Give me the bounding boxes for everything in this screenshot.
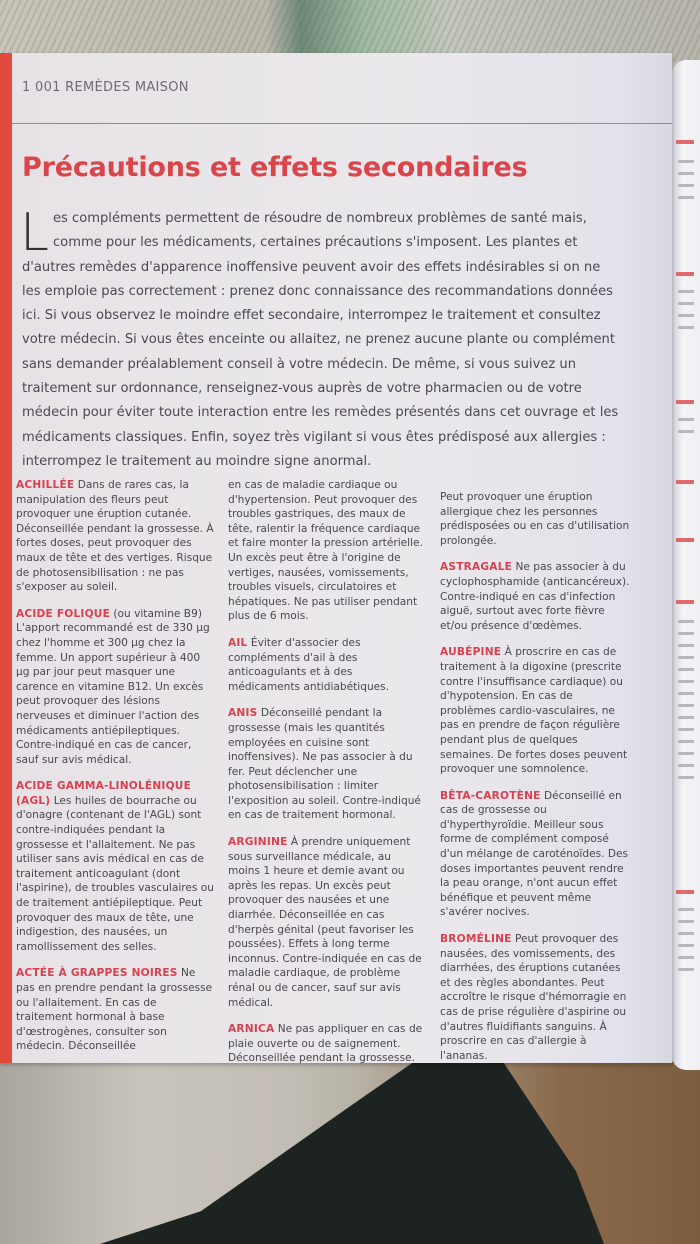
entry-text: Dans de rares cas, la manipulation des fleurs peut provoquer une éruption cutanée. Déconseillée pendant la grossesse. À fortes doses, peut provoquer des maux de tête et des vertiges. Risque de photosensibilisation : ne pas s'exposer au soleil.	[16, 479, 214, 594]
entry-continuation	[440, 490, 630, 548]
entry-term: ARGININE	[228, 836, 288, 849]
entry-continuation	[228, 478, 424, 624]
entry-text: Peut provoquer des nausées, des vomissements, des diarrhées, des éruptions cutanées et des règles abondantes. Peut accroître le risque d'hémorragie en cas de prise régulière d'aspirine ou d'autres fluidifiants sanguins. À proscrire en cas d'allergie à l'ananas.	[440, 933, 627, 1062]
entry-bromeline	[440, 932, 630, 1063]
column-3	[440, 490, 630, 1075]
entry-arginine	[228, 835, 424, 1010]
entry-actee-a-grappes-noires	[16, 966, 214, 1054]
entry-term: AIL	[228, 636, 248, 649]
entry-term: BROMÉLINE	[440, 933, 512, 946]
column-2	[228, 478, 424, 1078]
entry-text: Ne pas associer à du cyclophosphamide (anticancéreux). Contre-indiqué en cas d'infection aiguë, surtout avec forte fièvre et/ou présence d'œdèmes.	[440, 561, 630, 632]
entry-term: ARNICA	[228, 1023, 275, 1036]
entry-text: Ne pas appliquer en cas de plaie ouverte ou de saignement. Déconseillée pendant la grossesse.	[228, 1023, 423, 1065]
entry-arnica	[228, 1022, 424, 1066]
entry-aubepine	[440, 645, 630, 776]
entry-text: L'apport recommandé est de 330 µg chez l'homme et 300 µg chez la femme. Un apport supérieur à 400 µg par jour peut masquer une carence en vitamine B12. Un excès peut provoquer des lésions nerveuses et diminuer l'action des médicaments antiépileptiques. Contre-indiqué en cas de cancer, sauf sur avis médical.	[16, 622, 210, 766]
entry-term: AUBÉPINE	[440, 646, 502, 659]
entry-achillee	[16, 478, 214, 595]
entry-aside: (ou vitamine B9)	[113, 607, 202, 620]
facing-page-edge	[672, 60, 700, 1070]
entry-text: Peut provoquer une éruption allergique chez les personnes prédisposées ou en cas d'utilisation prolongée.	[440, 491, 630, 547]
entry-term: ASTRAGALE	[440, 561, 513, 574]
intro-text: es compléments permettent de résoudre de nombreux problèmes de santé mais, comme pour les médicaments, certaines précautions s'imposent. Les plantes et d'autres remèdes d'apparence inoffensive peuvent avoir des effets indésirables si on ne les emploie pas correctement : prenez donc connaissance des recommandations données ici. Si vous observez le moindre effet secondaire, interrompez le traitement et consultez votre médecin. Si vous êtes enceinte ou allaitez, ne prenez aucune plante ou complément sans demander préalablement conseil à votre médecin. De même, si vous suivez un traitement sur ordonnance, renseignez-vous auprès de votre pharmacien ou de votre médecin pour éviter toute interaction entre les remèdes présentés dans cet ouvrage et les médicaments classiques. Enfin, soyez très vigilant si vous êtes prédisposé aux allergies : interrompez le traitement au moindre signe anormal.	[22, 211, 619, 469]
entry-ail	[228, 636, 424, 694]
entry-beta-carotene	[440, 789, 630, 920]
entry-term: ANIS	[228, 707, 258, 720]
entry-acide-folique	[16, 607, 214, 768]
header-rule	[12, 123, 672, 124]
entry-text: Déconseillé en cas de grossesse ou d'hyperthyroïdie. Meilleur sous forme de complément composé d'un mélange de caroténoïdes. Des doses importantes peuvent rendre la peau orange, n'ont aucun effet bénéfique et peuvent même s'avérer nocives.	[440, 789, 629, 919]
entry-text: À prendre uniquement sous surveillance médicale, au moins 1 heure et demie avant ou après les repas. Un excès peut provoquer des nausées et une diarrhée. Déconseillée en cas d'herpès génital (peut favoriser les poussées). Effets à long terme inconnus. Contre-indiquée en cas de maladie cardiaque, de problème rénal ou de cancer, sauf sur avis médical.	[228, 836, 422, 1009]
entry-text: À proscrire en cas de traitement à la digoxine (prescrite contre l'insuffisance cardiaque) ou d'hypotension. En cas de problèmes cardio-vasculaires, ne pas en prendre de façon régulière pendant plus de quelques semaines. De fortes doses peuvent provoquer une somnolence.	[440, 646, 628, 776]
page-red-margin	[0, 53, 12, 1063]
entry-text: Déconseillé pendant la grossesse (mais les quantités employées en cuisine sont inoffensives). Ne pas associer à du fer. Peut déclencher une photosensibilisation : limiter l'exposition au soleil. Contre-indiqué en cas de traitement hormonal.	[228, 707, 421, 822]
entry-text: Éviter d'associer des compléments d'ail à des anticoagulants et à des médicaments antidiabétiques.	[228, 636, 390, 693]
entry-term: ACHILLÉE	[16, 479, 75, 491]
drop-cap: L	[20, 203, 49, 263]
entry-text: Les huiles de bourrache ou d'onagre (contenant de l'AGL) sont contre-indiquées pendant la grossesse et l'allaitement. Ne pas utiliser sans avis médical en cas de traitement anticoagulant (dont l'aspirine), de troubles vasculaires ou de traitement antiépileptique. Peut provoquer des maux de tête, une indigestion, des nausées, un ramollissement des selles.	[16, 794, 215, 953]
intro-paragraph	[20, 203, 622, 474]
page-title: Précautions et effets secondaires	[22, 152, 528, 183]
entry-anis	[228, 706, 424, 823]
entry-text: en cas de maladie cardiaque ou d'hypertension. Peut provoquer des troubles gastriques, des maux de tête, ralentir la fréquence cardiaque et faire monter la pression artérielle. Un excès peut être à l'origine de vertiges, nausées, vomissements, troubles visuels, circulatoires et hépatiques. Ne pas utiliser pendant plus de 6 mois.	[228, 479, 423, 623]
entry-term: ACTÉE À GRAPPES NOIRES	[16, 967, 178, 980]
running-head: 1 001 REMÈDES MAISON	[22, 80, 189, 95]
entry-text: Ne pas en prendre pendant la grossesse ou l'allaitement. En cas de traitement hormonal à base d'œstrogènes, consulter son médecin. Déconseillée	[16, 967, 213, 1053]
entry-term: ACIDE FOLIQUE	[16, 607, 111, 620]
column-1	[16, 478, 214, 1066]
entry-acide-gamma-linolenique	[16, 779, 214, 954]
entry-astragale	[440, 560, 630, 633]
entry-term: ACIDE GAMMA-LINOLÉNIQUE (AGL)	[16, 780, 192, 807]
entry-term: BÊTA-CAROTÈNE	[440, 789, 541, 802]
